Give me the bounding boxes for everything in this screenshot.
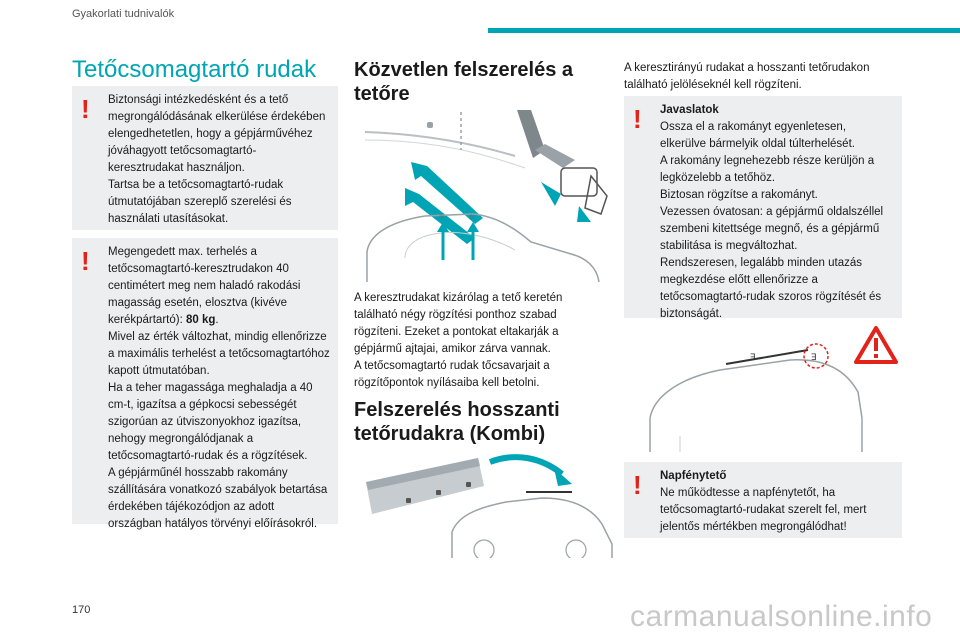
- svg-text:ꓱ: ꓱ: [811, 353, 817, 363]
- advice-text: Javaslatok Ossza el a rakományt egyenletesen, elkerülve bármelyik oldal túlterhelését. A rakomány legnehezebb része kerüljön a legközelebb a tetőhöz. Biztosan rögzítse a rakományt. Vezessen óvatosan: a gépjármű oldalszéllel szembeni kitettsége megnő, és a gépjármű stabilitása is megváltozhat. Rendszeresen, legalább minden utazás megkezdése előtt ellenőrizze a tetőcsomagtartó-rudak szoros rögzítését és biztonságát.: [660, 104, 884, 320]
- svg-text:ꓱ: ꓱ: [750, 353, 756, 363]
- car-roof-load-illustration: [640, 326, 902, 452]
- warning-exclamation-icon: !: [81, 246, 90, 276]
- heading-direct-mounting: Közvetlen felszerelés a tetőre: [354, 59, 573, 105]
- warning-box-approved-bars: [72, 86, 338, 230]
- warning-exclamation-icon: !: [81, 94, 90, 124]
- page-number: 170: [72, 604, 91, 616]
- watermark: carmanualsonline.info: [630, 600, 933, 633]
- sunroof-warning-box: [624, 462, 902, 538]
- svg-text:☼: ☼: [438, 213, 446, 222]
- warning-text: Biztonsági intézkedésként és a tető megrongálódásának elkerülése érdekében elengedhetetlen, hogy a gépjárművéhez jóváhagyott tetőcsomagtartó-keresztrudakat használjon. Tartsa be a tetőcsomagtartó-rudak útmutatójában szereplő szerelési és használati utasításokat.: [108, 94, 326, 225]
- heading-longitudinal-rails: Felszerelés hosszanti tetőrudakra (Kombi): [354, 399, 560, 445]
- svg-text:☼: ☼: [468, 213, 476, 222]
- header-accent-bar: [488, 28, 960, 33]
- warning-exclamation-icon: !: [633, 104, 642, 134]
- roof-mounting-illustration: [365, 110, 615, 282]
- warning-box-max-load: [72, 238, 338, 530]
- warning-exclamation-icon: !: [633, 470, 642, 500]
- sunroof-warning-text: Napfénytető Ne működtesse a napfénytetőt, ha tetőcsomagtartó-rudakat szerelt fel, mert jelentős mértékben megrongálódhat!: [660, 470, 867, 533]
- section-label: Gyakorlati tudnivalók: [72, 8, 175, 20]
- paragraph-direct-mounting: A keresztrudakat kizárólag a tető keretén található négy rögzítési ponthoz szabad rögzíteni. Ezeket a pontokat eltakarják a gépjármű ajtajai, amikor zárva vannak. A tetőcsomagtartó rudak tőcsavarjait a rögzítőpontok nyílásaiba kell betolni.: [354, 292, 563, 389]
- warning-text: Megengedett max. terhelés a tetőcsomagtartó-keresztrudakon 40 centimétert meg nem haladó rakodási magasság esetén, elosztva (kivéve kerékpártartó): 80 kg. Mivel az érték változhat, mindig ellenőrizze a maximális terhelést a tetőcsomagtartóhoz kapott útmutatóban. Ha a teher magassága meghaladja a 40 cm-t, igazítsa a gépkocsi sebességét szigorúan az útviszonyokhoz igazítsa, nehogy megrongálódjanak a tetőcsomagtartó-rudak és a rögzítések. A gépjárműnél hosszabb rakomány szállítására vonatkozó szabályok betartása érdekében tájékozódjon az adott országban hatályos törvényi előírásokról.: [108, 246, 330, 530]
- roof-rail-illustration: [366, 452, 616, 558]
- advice-box: [624, 96, 902, 318]
- paragraph-rail-markings: A keresztirányú rudakat a hosszanti tetőrudakon található jelöléseknél kell rögzíteni.: [624, 62, 870, 91]
- page-title: Tetőcsomagtartó rudak: [72, 56, 317, 83]
